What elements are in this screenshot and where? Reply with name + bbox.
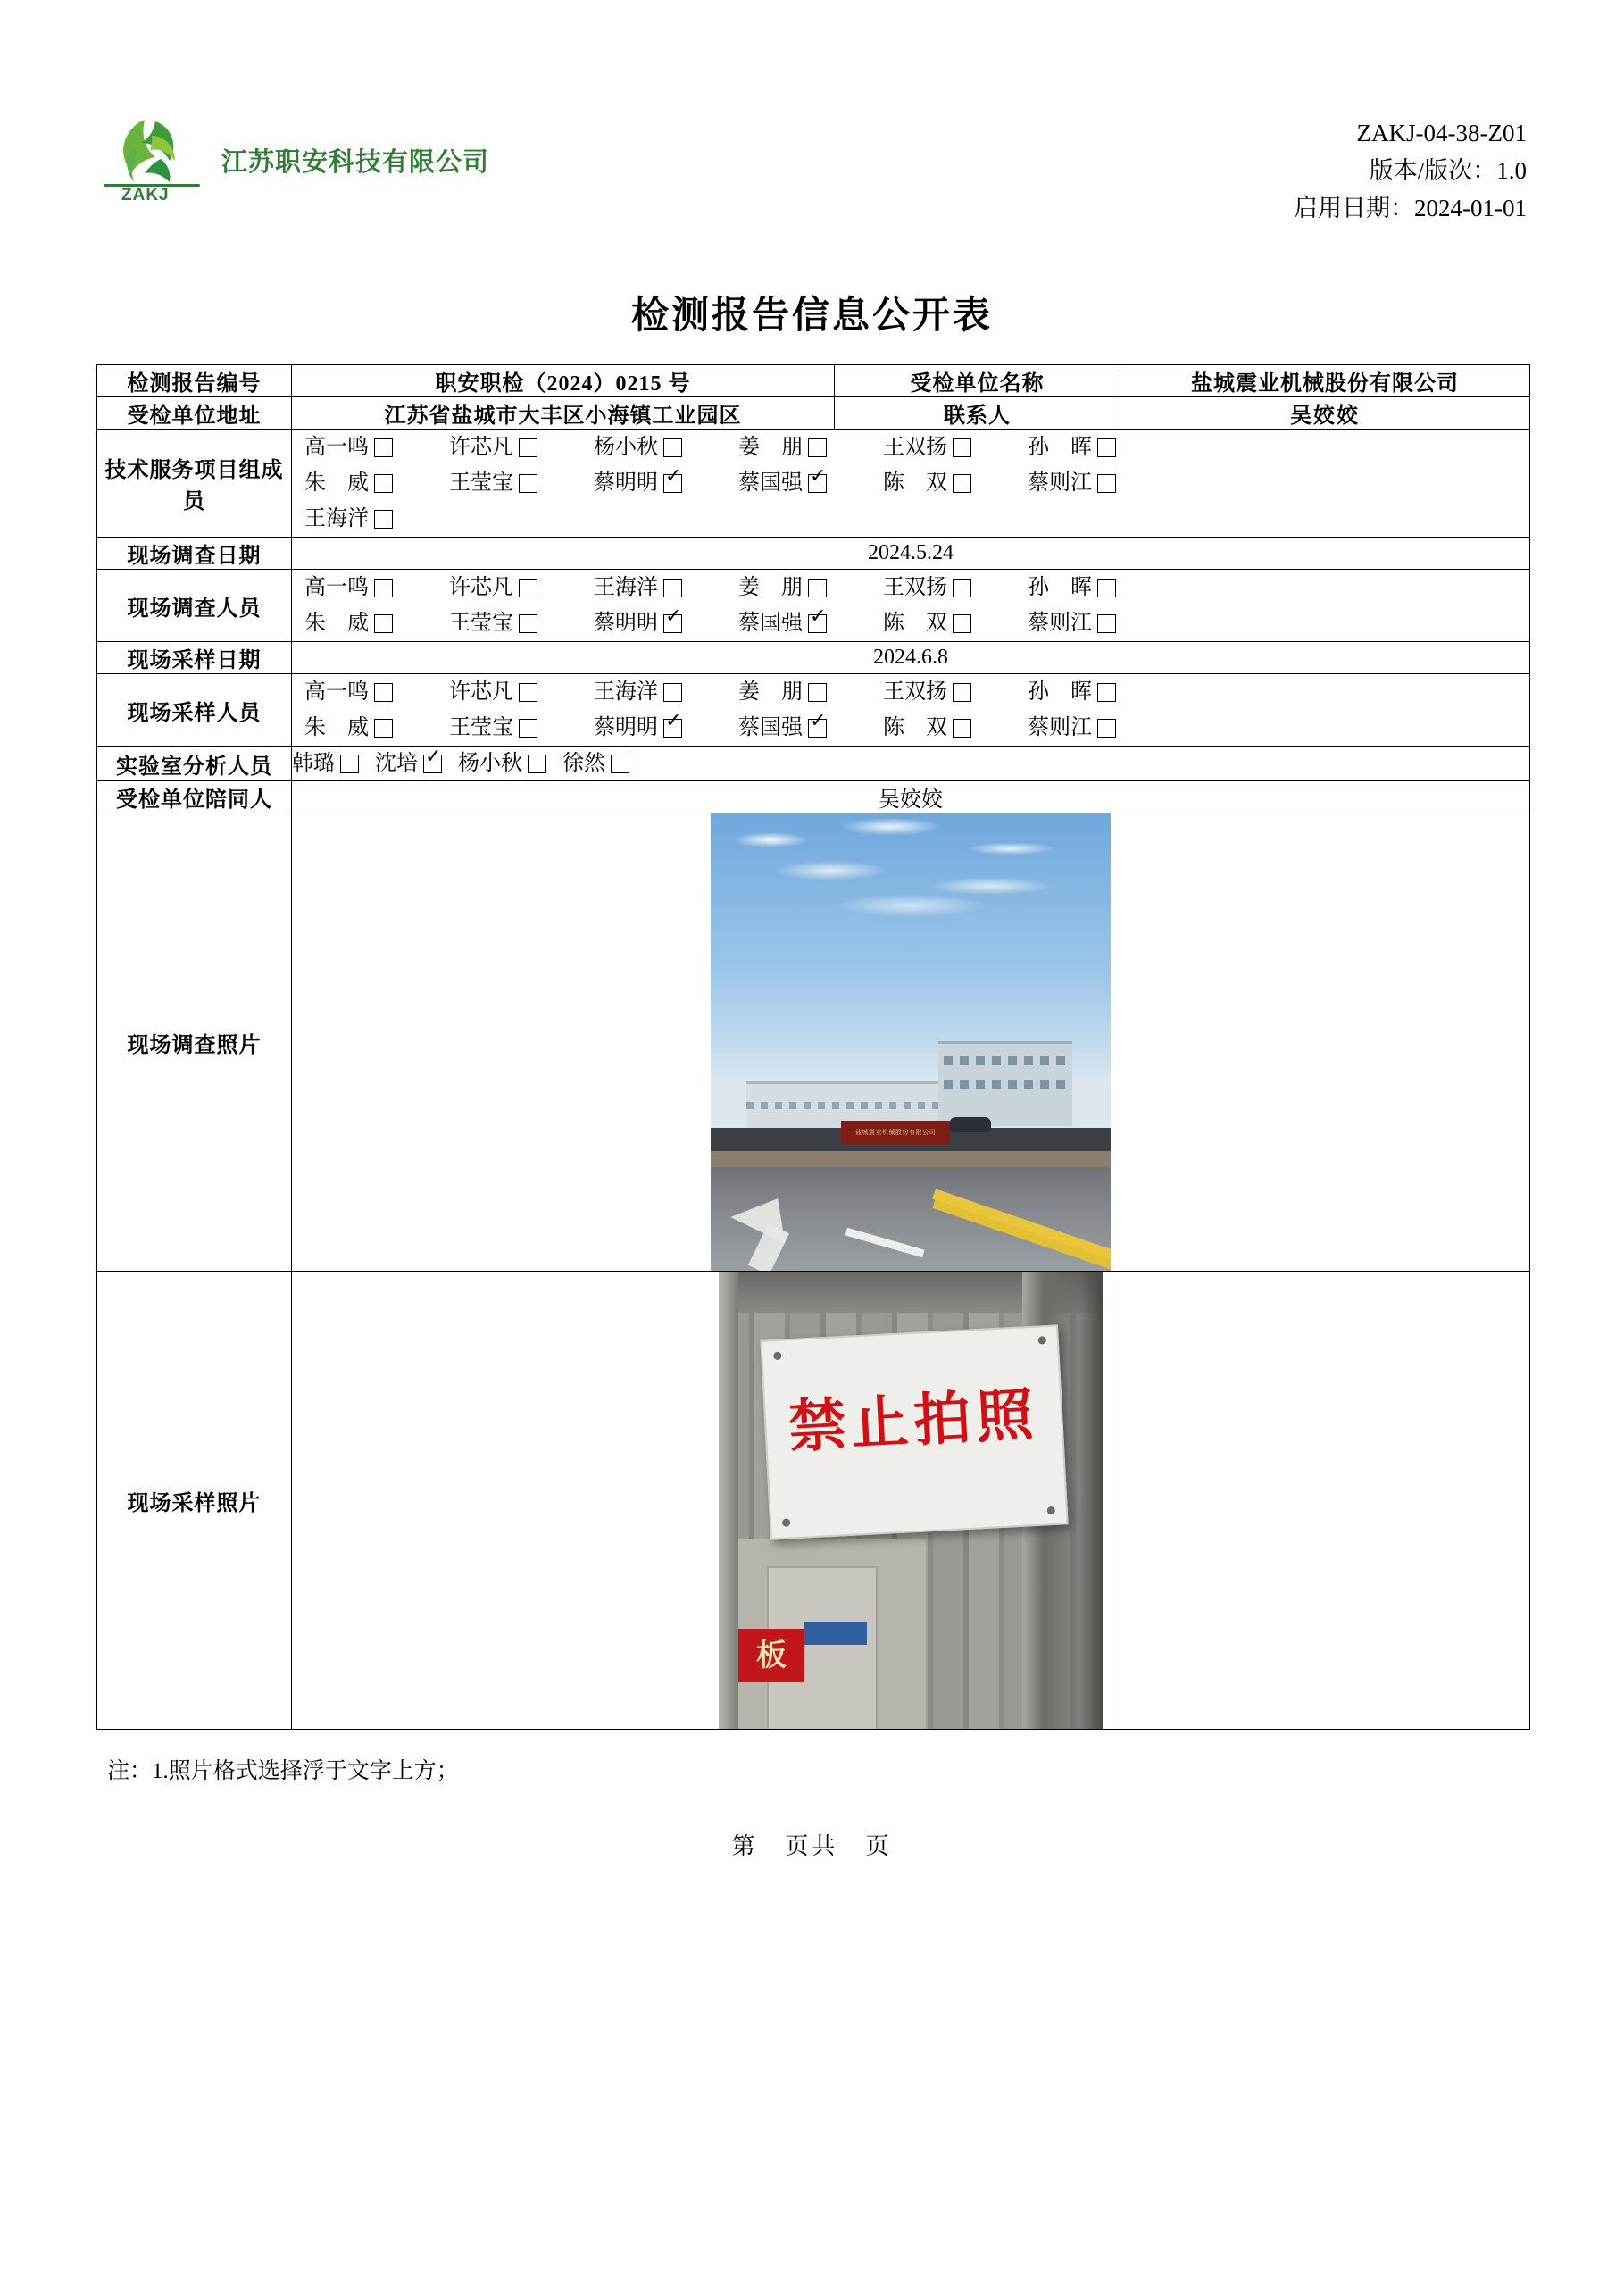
checkbox-option[interactable]	[304, 465, 393, 501]
person-name: 沈培	[375, 752, 418, 775]
person-name: 蔡明明	[594, 471, 658, 495]
label-sampling-staff: 现场采样人员	[97, 674, 292, 747]
page-title: 检测报告信息公开表	[630, 296, 993, 337]
checkbox-empty-icon[interactable]	[519, 614, 537, 633]
checkbox-empty-icon[interactable]	[953, 614, 971, 633]
checkbox-option[interactable]	[594, 430, 682, 465]
company-name: 江苏职安科技有限公司	[221, 147, 490, 177]
person-name: 王双扬	[883, 436, 947, 459]
checkbox-option[interactable]	[449, 710, 537, 746]
label-team: 技术服务项目组成员	[97, 430, 292, 538]
checkbox-option[interactable]	[883, 430, 971, 465]
checkbox-option[interactable]	[1028, 570, 1116, 605]
checkbox-empty-icon[interactable]	[374, 683, 393, 702]
value-report-no: 职安职检（2024）0215 号	[292, 365, 835, 397]
table-row-escort	[97, 781, 1530, 813]
checkbox-empty-icon[interactable]	[1097, 579, 1116, 597]
person-name: 姜 朋	[738, 436, 803, 459]
person-name: 王海洋	[594, 680, 658, 704]
person-name: 杨小秋	[458, 752, 522, 775]
person-name: 蔡国强	[738, 471, 803, 495]
checkbox-empty-icon[interactable]	[808, 579, 827, 597]
person-name: 高一鸣	[304, 576, 369, 599]
header-meta	[1294, 114, 1527, 227]
survey-staff-rows	[292, 570, 1529, 641]
checkbox-option[interactable]	[594, 710, 682, 746]
checkbox-option[interactable]	[883, 710, 971, 746]
label-sampling-photo: 现场采样照片	[97, 1272, 292, 1730]
person-name: 韩璐	[292, 752, 335, 775]
checklist-row	[292, 674, 1529, 710]
zakj-logo-icon	[98, 107, 205, 213]
checkbox-empty-icon[interactable]	[953, 719, 971, 738]
person-name: 孙 晖	[1028, 680, 1092, 704]
checkbox-empty-icon[interactable]	[953, 683, 971, 702]
checkbox-checked-icon[interactable]	[423, 755, 442, 773]
checklist-row	[292, 605, 1529, 641]
table-row-survey-date	[97, 538, 1530, 570]
label-client-address: 受检单位地址	[97, 397, 292, 430]
table-row-sampling-staff	[97, 674, 1530, 747]
checkbox-checked-icon[interactable]	[663, 614, 682, 633]
team-member-rows	[292, 430, 1529, 537]
checkbox-empty-icon[interactable]	[374, 438, 393, 457]
checkbox-empty-icon[interactable]	[340, 755, 359, 773]
doc-version: 版本/版次：1.0	[1369, 157, 1527, 184]
label-client-name: 受检单位名称	[835, 365, 1120, 397]
document-header	[98, 107, 1527, 223]
survey-photo-cell	[292, 813, 1530, 1272]
person-name: 蔡则江	[1028, 612, 1092, 635]
table-row-survey-staff	[97, 570, 1530, 642]
table-row-sampling-date	[97, 642, 1530, 674]
report-info-table	[96, 364, 1530, 1730]
label-report-no: 检测报告编号	[97, 365, 292, 397]
person-name: 王莹宝	[449, 612, 513, 635]
doc-code: ZAKJ-04-38-Z01	[1356, 120, 1527, 146]
checkbox-empty-icon[interactable]	[808, 683, 827, 702]
table-row-client-address	[97, 397, 1530, 430]
checkbox-option[interactable]	[375, 747, 442, 780]
person-name: 许芯凡	[449, 680, 513, 704]
page-number-footer: 第 页共 页	[731, 1833, 893, 1859]
person-name: 王莹宝	[449, 471, 513, 495]
checkbox-empty-icon[interactable]	[663, 438, 682, 457]
checkbox-checked-icon[interactable]	[808, 474, 827, 493]
checkbox-option[interactable]	[738, 710, 827, 746]
checkbox-option[interactable]	[449, 605, 537, 641]
checkbox-option[interactable]	[883, 674, 971, 710]
checkbox-empty-icon[interactable]	[1097, 719, 1116, 738]
checkbox-option[interactable]	[292, 747, 359, 780]
value-contact: 吴姣姣	[1120, 397, 1530, 430]
person-name: 蔡明明	[594, 612, 658, 635]
checkbox-option[interactable]	[738, 430, 827, 465]
label-survey-date: 现场调查日期	[97, 538, 292, 570]
factory-sign-text: 盐城震业机械股份有限公司	[841, 1121, 950, 1144]
person-name: 王双扬	[883, 576, 947, 599]
checklist-row	[292, 710, 1529, 746]
checkbox-empty-icon[interactable]	[519, 474, 537, 493]
checkbox-option[interactable]	[1028, 710, 1116, 746]
table-row-lab-staff	[97, 747, 1530, 781]
person-name: 王双扬	[883, 680, 947, 704]
checkbox-option[interactable]	[458, 747, 546, 780]
person-name: 王海洋	[304, 507, 369, 530]
checkbox-option[interactable]	[304, 605, 393, 641]
checkbox-option[interactable]	[304, 430, 393, 465]
survey-photo-image	[711, 813, 1111, 1271]
checkbox-option[interactable]	[562, 747, 629, 780]
board-screw-icon	[1038, 1336, 1046, 1344]
checkbox-option[interactable]	[1028, 605, 1116, 641]
checkbox-option[interactable]	[1028, 430, 1116, 465]
checkbox-empty-icon[interactable]	[374, 614, 393, 633]
checkbox-option[interactable]	[449, 674, 537, 710]
checkbox-empty-icon[interactable]	[1097, 683, 1116, 702]
red-placard-text: 板	[738, 1629, 804, 1682]
table-row-team	[97, 430, 1530, 538]
person-name: 高一鸣	[304, 680, 369, 704]
footer-note: 注：1.照片格式选择浮于文字上方；	[107, 1759, 459, 1783]
person-name: 蔡明明	[594, 716, 658, 739]
checklist-row	[292, 501, 1529, 537]
checkbox-option[interactable]	[304, 501, 393, 537]
checkbox-empty-icon[interactable]	[1097, 614, 1116, 633]
checkbox-empty-icon[interactable]	[953, 438, 971, 457]
checkbox-option[interactable]	[883, 570, 971, 605]
label-escort: 受检单位陪同人	[97, 781, 292, 813]
sampling-photo-cell	[292, 1272, 1530, 1730]
checkbox-empty-icon[interactable]	[519, 579, 537, 597]
person-name: 朱 威	[304, 716, 369, 739]
checklist-row	[292, 465, 1529, 501]
sampling-photo-image	[719, 1272, 1103, 1729]
person-name: 蔡国强	[738, 612, 803, 635]
board-screw-icon	[773, 1352, 781, 1360]
label-survey-photo: 现场调查照片	[97, 813, 292, 1272]
checkbox-empty-icon[interactable]	[663, 683, 682, 702]
checkbox-empty-icon[interactable]	[374, 579, 393, 597]
sampling-staff-rows	[292, 674, 1529, 746]
checklist-row	[292, 430, 1529, 465]
checkbox-empty-icon[interactable]	[663, 579, 682, 597]
label-contact: 联系人	[835, 397, 1120, 430]
checkbox-option[interactable]	[883, 465, 971, 501]
checkbox-option[interactable]	[738, 570, 827, 605]
checkbox-option[interactable]	[449, 430, 537, 465]
person-name: 高一鸣	[304, 436, 369, 459]
lab-staff-row	[292, 747, 1529, 780]
leaf-icon	[105, 109, 198, 188]
checkbox-empty-icon[interactable]	[374, 510, 393, 529]
person-name: 蔡则江	[1028, 716, 1092, 739]
value-sampling-date: 2024.6.8	[292, 642, 1530, 674]
checkbox-option[interactable]	[594, 570, 682, 605]
label-sampling-date: 现场采样日期	[97, 642, 292, 674]
checkbox-checked-icon[interactable]	[808, 719, 827, 738]
logo-wordmark: ZAKJ	[121, 186, 170, 204]
wall-column-left	[719, 1272, 738, 1729]
person-name: 陈 双	[883, 612, 947, 635]
checklist-row	[292, 570, 1529, 605]
doc-effective-date: 启用日期：2024-01-01	[1294, 195, 1527, 221]
person-name: 陈 双	[883, 716, 947, 739]
person-name: 朱 威	[304, 612, 369, 635]
checkbox-checked-icon[interactable]	[663, 719, 682, 738]
checkbox-option[interactable]	[449, 465, 537, 501]
checkbox-option[interactable]	[594, 605, 682, 641]
parked-car	[950, 1117, 991, 1132]
table-row-survey-photo	[97, 813, 1530, 1272]
board-screw-icon	[782, 1518, 790, 1526]
person-name: 蔡国强	[738, 716, 803, 739]
person-name: 杨小秋	[594, 436, 658, 459]
person-name: 姜 朋	[738, 680, 803, 704]
person-name: 蔡则江	[1028, 471, 1092, 495]
person-name: 许芯凡	[449, 576, 513, 599]
checkbox-checked-icon[interactable]	[663, 474, 682, 493]
value-survey-date: 2024.5.24	[292, 538, 1530, 570]
blue-placard	[804, 1622, 867, 1645]
team-member-checklist[interactable]	[292, 430, 1530, 538]
checkbox-empty-icon[interactable]	[1097, 474, 1116, 493]
checkbox-option[interactable]	[1028, 674, 1116, 710]
checkbox-empty-icon[interactable]	[374, 474, 393, 493]
table-row-report-no	[97, 365, 1530, 397]
checkbox-empty-icon[interactable]	[519, 683, 537, 702]
no-photography-board	[760, 1324, 1068, 1539]
checkbox-empty-icon[interactable]	[953, 474, 971, 493]
value-escort: 吴姣姣	[292, 781, 1530, 813]
checkbox-option[interactable]	[594, 465, 682, 501]
sampling-staff-checklist[interactable]	[292, 674, 1530, 747]
table-row-sampling-photo	[97, 1272, 1530, 1730]
checkbox-empty-icon[interactable]	[519, 438, 537, 457]
person-name: 孙 晖	[1028, 436, 1092, 459]
checkbox-option[interactable]	[304, 710, 393, 746]
lab-staff-checklist[interactable]	[292, 747, 1530, 781]
person-name: 朱 威	[304, 471, 369, 495]
checkbox-empty-icon[interactable]	[519, 719, 537, 738]
person-name: 王莹宝	[449, 716, 513, 739]
survey-staff-checklist[interactable]	[292, 570, 1530, 642]
person-name: 徐然	[562, 752, 605, 775]
no-photography-text: 禁止拍照	[787, 1381, 1041, 1460]
person-name: 王海洋	[594, 576, 658, 599]
person-name: 姜 朋	[738, 576, 803, 599]
checkbox-option[interactable]	[738, 674, 827, 710]
checkbox-option[interactable]	[883, 605, 971, 641]
sky-clouds	[711, 813, 1111, 1033]
value-client-name: 盐城震业机械股份有限公司	[1120, 365, 1530, 397]
checkbox-option[interactable]	[1028, 465, 1116, 501]
checkbox-option[interactable]	[304, 674, 393, 710]
checkbox-empty-icon[interactable]	[1097, 438, 1116, 457]
person-name: 陈 双	[883, 471, 947, 495]
checkbox-option[interactable]	[738, 465, 827, 501]
checkbox-empty-icon[interactable]	[374, 719, 393, 738]
label-survey-staff: 现场调查人员	[97, 570, 292, 642]
value-client-address: 江苏省盐城市大丰区小海镇工业园区	[292, 397, 835, 430]
checkbox-empty-icon[interactable]	[953, 579, 971, 597]
checkbox-empty-icon[interactable]	[528, 755, 546, 773]
label-lab-staff: 实验室分析人员	[97, 747, 292, 781]
checkbox-option[interactable]	[449, 570, 537, 605]
checkbox-option[interactable]	[738, 605, 827, 641]
company-logo-block	[98, 107, 489, 213]
checkbox-option[interactable]	[304, 570, 393, 605]
factory-building-main	[938, 1041, 1072, 1126]
checkbox-checked-icon[interactable]	[808, 614, 827, 633]
checkbox-empty-icon[interactable]	[808, 438, 827, 457]
checkbox-empty-icon[interactable]	[611, 755, 629, 773]
board-screw-icon	[1047, 1506, 1055, 1514]
person-name: 孙 晖	[1028, 576, 1092, 599]
checkbox-option[interactable]	[594, 674, 682, 710]
person-name: 许芯凡	[449, 436, 513, 459]
